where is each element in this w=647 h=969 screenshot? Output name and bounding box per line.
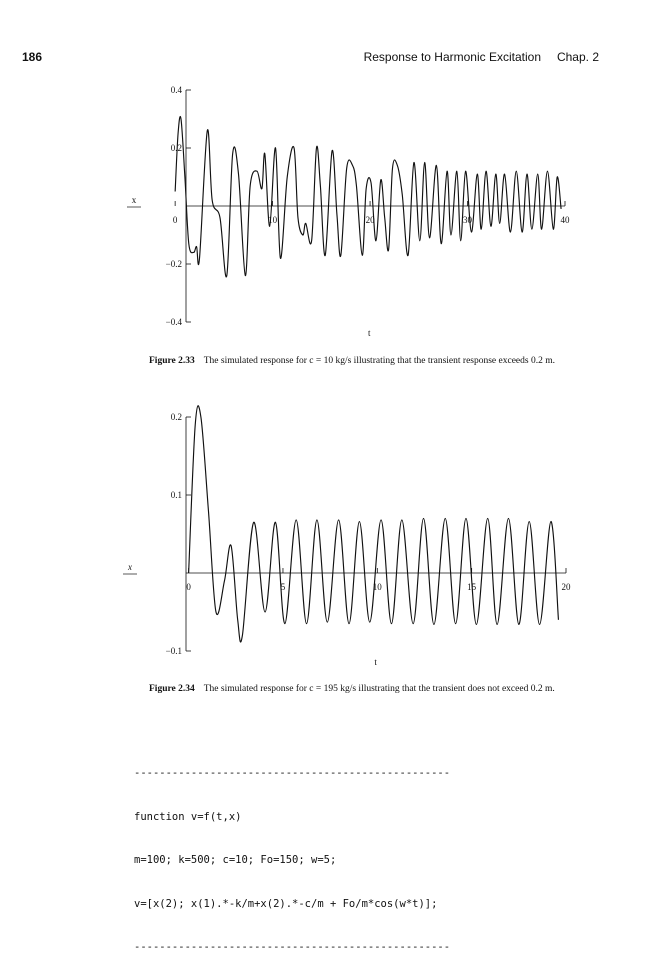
x-tick-label: 5 <box>280 582 286 592</box>
figure-2-34-caption-text: The simulated response for c = 195 kg/s illustrating that the transient does not exceed 0.2 m. <box>203 684 555 694</box>
code-line-2: m=100; k=500; c=10; Fo=150; w=5; <box>134 854 337 866</box>
x-axis-label: t <box>367 328 371 338</box>
y-tick-label: 0.1 <box>170 490 182 500</box>
x-tick-label: 30 <box>463 215 473 225</box>
figure-2-33-plot <box>0 80 647 350</box>
figure-2-34-caption <box>149 683 569 695</box>
response-curve-2 <box>189 406 559 642</box>
x-tick-label: 0 <box>186 582 191 592</box>
x-tick-label: 20 <box>561 582 571 592</box>
y-axis-label: x <box>128 562 132 572</box>
running-head <box>22 50 599 68</box>
y-tick-label: −0.2 <box>165 259 182 269</box>
y-tick-label: 0.2 <box>170 412 182 422</box>
matlab-code-block <box>134 737 494 969</box>
code-separator-top: -------------------------------------------------- <box>134 767 451 779</box>
running-head-chapter: Chap. 2 <box>556 50 599 64</box>
x-axis-label: t <box>374 657 377 667</box>
x-tick-label: 10 <box>372 582 382 592</box>
y-tick-label: 0.2 <box>170 143 182 153</box>
code-separator-bottom: -------------------------------------------------- <box>134 941 451 953</box>
code-line-1: function v=f(t,x) <box>134 810 242 823</box>
figure-2-33-caption-text: The simulated response for c = 10 kg/s illustrating that the transient response exceeds 0.2 m. <box>203 356 555 366</box>
x-tick-label: 10 <box>268 215 278 225</box>
figure-2-34-label: Figure 2.34 <box>149 684 195 694</box>
x-tick-label: 20 <box>365 215 375 225</box>
code-line-3: v=[x(2); x(1).*-k/m+x(2).*-c/m + Fo/m*cos(w*t)]; <box>134 897 438 910</box>
y-axis-label: x <box>131 195 137 205</box>
y-tick-label: −0.4 <box>165 317 182 327</box>
y-tick-label: 0.4 <box>170 85 182 95</box>
figure-2-33-label: Figure 2.33 <box>149 356 195 366</box>
page-number: 186 <box>22 50 43 64</box>
x-tick-label: 40 <box>560 215 570 225</box>
figure-2-34-plot <box>0 405 647 675</box>
figure-2-33-caption <box>149 355 569 367</box>
x-tick-label: 15 <box>467 582 477 592</box>
running-head-title: Response to Harmonic Excitation <box>363 50 541 64</box>
y-tick-label: −0.1 <box>165 646 182 656</box>
x-tick-label: 0 <box>172 215 178 225</box>
